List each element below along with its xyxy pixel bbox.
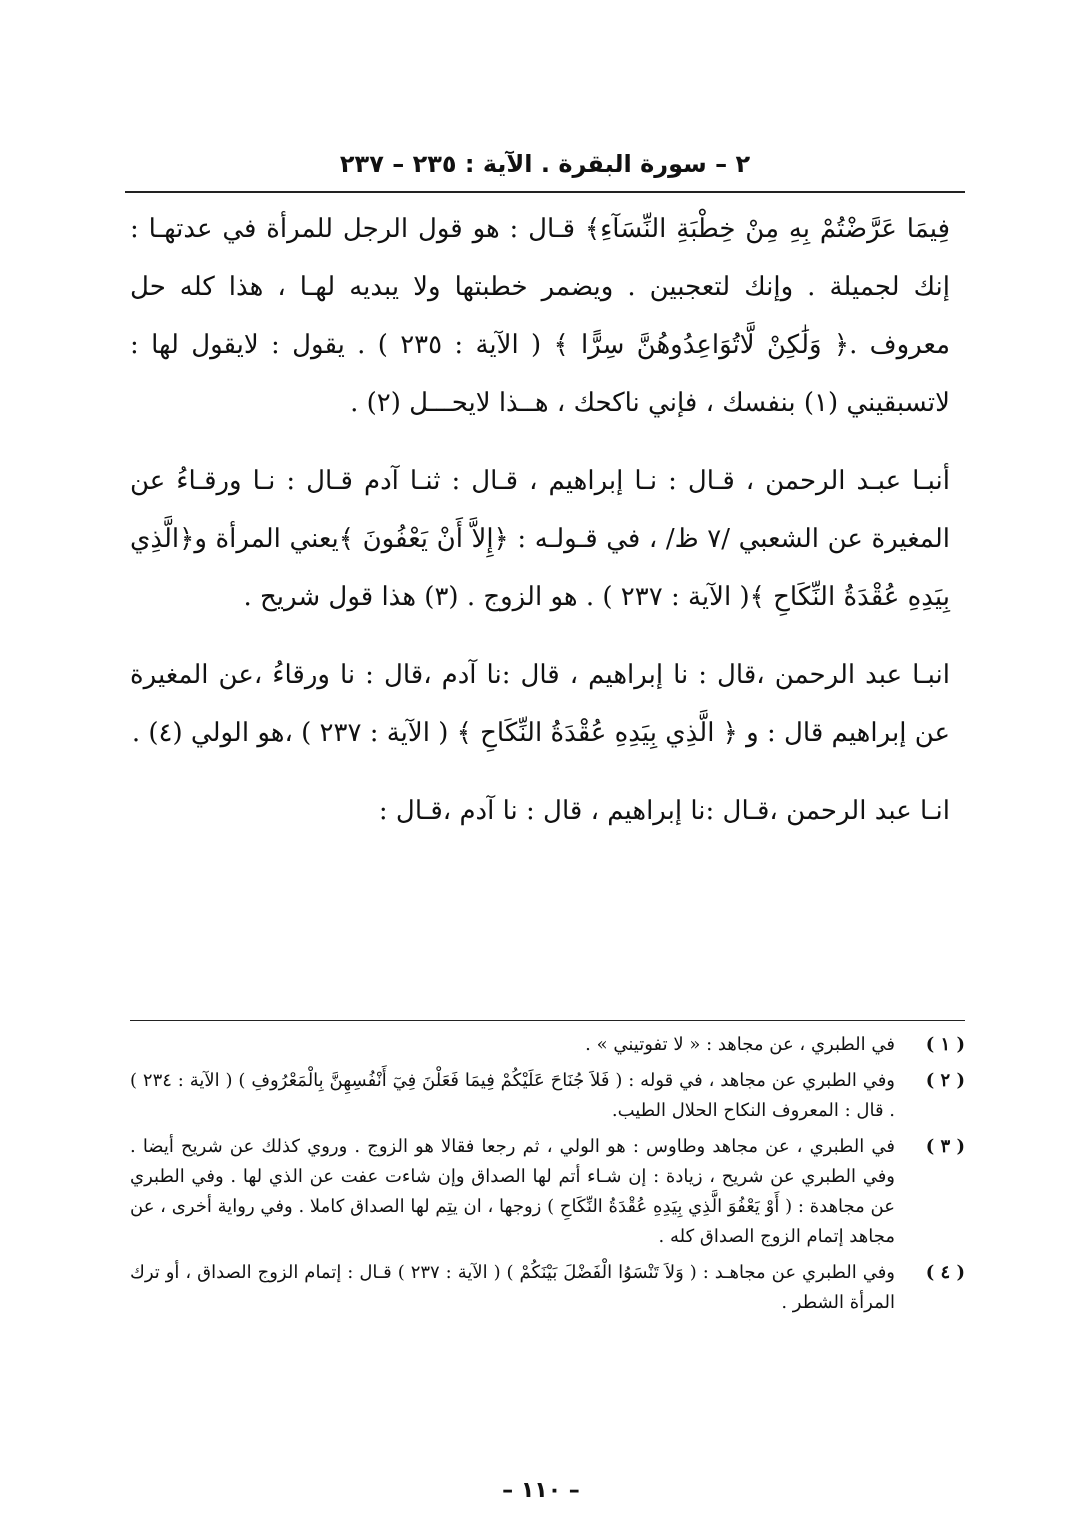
footnote-1: [130, 1030, 965, 1060]
header-divider: [125, 191, 965, 193]
footnote-text: في الطبري ، عن مجاهد وطاوس : هو الولي ، ثم رجعا فقالا هو الزوج . وروي كذلك عن شريح أيضا . وفي الطبري عن شريح ، زيادة : إن شـاء أتم لها الصداق وإن شاءت عفت عن الذي لها . وفي الطبري عن مجاهدة : ( أَوْ يَعْفُوَ الَّذِي بِيَدِهِ عُقْدَةُ النِّكَاحِ ) زوجها ، ان يتِم لها الصداق كاملا . وفي رواية أخرى ، عن مجاهد إتمام الزوج الصداق كله .: [130, 1136, 895, 1247]
paragraph-1: فِيمَا عَرَّضْتُمْ بِهِ مِنْ خِطْبَةِ النِّسَآءِ﴾ قـال : هو قول الرجل للمرأة في عدتهـا : إنك لجميلة . وإنك لتعجبين . ويضمر خطبتها ولا يبديه لهـا ، هذا كله حل معروف .﴿ وَلَٰكِنْ لَّاتُوَاعِدُوهُنَّ سِرًّا ﴾ ( الآية : ٢٣٥ ) . يقول : لايقول لها : لاتسبقيني (١) بنفسك ، فإني ناكحك ، هــذا لايحـــل (٢) .: [130, 214, 950, 418]
footnote-divider: [130, 1020, 965, 1021]
footnote-number: ( ٣ ): [925, 1136, 965, 1157]
paragraph-4: انـا عبد الرحمن ،قـال :نا إبراهيم ، قال : نا آدم ،قـال :: [378, 796, 950, 826]
footnote-number: ( ١ ): [925, 1034, 965, 1055]
footnote-number: ( ٤ ): [925, 1262, 965, 1283]
paragraph-2: أنبـا عبـد الرحمن ، قـال : نـا إبراهيم ، قـال : ثنـا آدم قـال : نـا ورقـاءُ عن المغيرة عن الشعبي /٧ ظ/ ، في قـولـه : ﴿إِلاَّ أَنْ يَعْفُونَ ﴾يعني المرأة و﴿الَّذِي بِيَدِهِ عُقْدَةُ النِّكَاحِ ﴾( الآية : ٢٣٧ ) . هو الزوج . (٣) هذا قول شريح .: [130, 466, 950, 612]
page-header: ٢ – سورة البقرة . الآية : ٢٣٥ – ٢٣٧: [339, 150, 751, 178]
main-text: [130, 200, 950, 860]
footnote-text: وفي الطبري عن مجاهـد : ( وَلاَ تَنْسَوُا الْفَضْلَ بَيْنَكُمْ ) ( الآية : ٢٣٧ ) قـال : إتمام الزوج الصداق ، أو ترك المرأة الشطر .: [130, 1262, 896, 1313]
paragraph-3: انبـا عبد الرحمن ،قال : نا إبراهيم ، قال :نا آدم ،قال : نا ورقاءُ ،عن المغيرة عن إبراهيم قال : و ﴿ الَّذِي بِيَدِهِ عُقْدَةُ النِّكَاحِ ﴾ ( الآية : ٢٣٧ ) ،هو الولي (٤) .: [130, 660, 950, 748]
footnote-4: [130, 1258, 965, 1318]
footnotes: [130, 1030, 965, 1324]
footnote-text: وفي الطبري عن مجاهد ، في قوله : ( فَلاَ جُنَاحَ عَلَيْكُمْ فِيمَا فَعَلْنَ فِيٓ أَنْفُسِهِنَّ بِالْمَعْرُوفِ ) ( الآية : ٢٣٤ ) . قال : المعروف النكاح الحلال الطيب.: [130, 1070, 895, 1121]
footnote-3: [130, 1132, 965, 1252]
footnote-2: [130, 1066, 965, 1126]
page-number: – ١١٠ –: [502, 1478, 580, 1503]
footnote-number: ( ٢ ): [925, 1070, 965, 1091]
footnote-text: في الطبري ، عن مجاهد : « لا تفوتيني » .: [585, 1034, 895, 1055]
